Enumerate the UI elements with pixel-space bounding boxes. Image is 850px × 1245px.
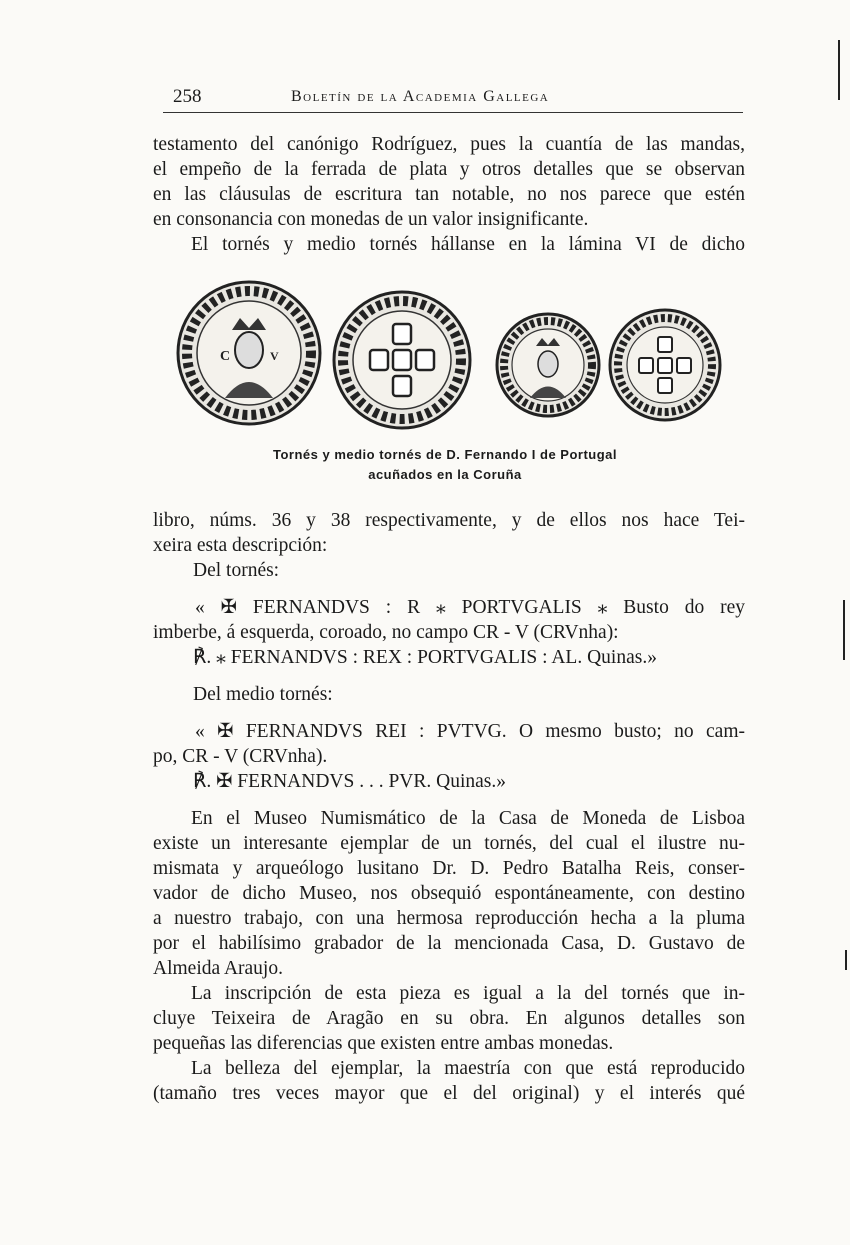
text-line: a nuestro trabajo, con una hermosa reproducción hecha a la pluma bbox=[153, 908, 745, 929]
quote-line: « ✠ FERNANDVS : R ⁎ PORTVGALIS ⁎ Busto do rey bbox=[195, 597, 745, 618]
coin-medio-tornes-reverse bbox=[610, 310, 720, 420]
text-line: mismata y arqueólogo lusitano Dr. D. Pedro Batalha Reis, conser- bbox=[153, 858, 745, 879]
text-line: Del tornés: bbox=[193, 560, 280, 581]
text-line: cluye Teixeira de Aragão en su obra. En algunos detalles son bbox=[153, 1008, 745, 1029]
text-line: La belleza del ejemplar, la maestría con que está reproducido bbox=[191, 1058, 745, 1079]
text-line: testamento del canónigo Rodríguez, pues la cuantía de las mandas, bbox=[153, 134, 745, 155]
page-number: 258 bbox=[173, 86, 202, 107]
text-line: el empeño de la ferrada de plata y otros detalles que se observan bbox=[153, 159, 745, 180]
quote-line: « ✠ FERNANDVS REI : PVTVG. O mesmo busto; no cam- bbox=[195, 721, 745, 742]
text-line: En el Museo Numismático de la Casa de Moneda de Lisboa bbox=[191, 808, 745, 829]
margin-rule bbox=[845, 950, 847, 970]
quote-line: ℟. ⁎ FERNANDVS : REX : PORTVGALIS : AL. Quinas.» bbox=[193, 647, 657, 668]
text-line: (tamaño tres veces mayor que el del original) y el interés qué bbox=[153, 1083, 745, 1104]
coin-tornes-reverse bbox=[334, 292, 470, 428]
figure-caption-line2: acuñados en la Coruña bbox=[368, 467, 522, 482]
coin-figure bbox=[170, 280, 730, 430]
quote-line: po, CR - V (CRVnha). bbox=[153, 746, 328, 767]
text-line: vador de dicho Museo, nos obsequió espontáneamente, con destino bbox=[153, 883, 745, 904]
text-line: libro, núms. 36 y 38 respectivamente, y de ellos nos hace Tei- bbox=[153, 510, 745, 531]
text-block-main bbox=[153, 508, 745, 1106]
text-line: en las cláusulas de escritura tan notable, no nos parece que estén bbox=[153, 184, 745, 205]
text-line: El tornés y medio tornés hállanse en la lámina VI de dicho bbox=[191, 234, 745, 255]
figure-caption: Tornés y medio tornés de D. Fernando I de Portugal bbox=[272, 447, 618, 462]
text-line: en consonancia con monedas de un valor insignificante. bbox=[153, 209, 589, 230]
text-line: Del medio tornés: bbox=[193, 684, 333, 705]
text-block-top bbox=[153, 132, 745, 257]
running-title: Boletín de la Academia Gallega bbox=[291, 88, 550, 105]
margin-rule bbox=[838, 40, 840, 100]
text-line: La inscripción de esta pieza es igual a la del tornés que in- bbox=[191, 983, 745, 1004]
svg-text:V: V bbox=[270, 349, 279, 363]
text-line: por el habilísimo grabador de la mencionada Casa, D. Gustavo de bbox=[153, 933, 745, 954]
text-line: Almeida Araujo. bbox=[153, 958, 283, 979]
margin-rule bbox=[843, 600, 845, 660]
text-line: xeira esta descripción: bbox=[153, 535, 328, 556]
quote-line: ℟. ✠ FERNANDVS . . . PVR. Quinas.» bbox=[193, 771, 506, 792]
coin-tornes-obverse bbox=[178, 282, 320, 424]
text-line: pequeñas las diferencias que existen entre ambas monedas. bbox=[153, 1033, 614, 1054]
quote-line: imberbe, á esquerda, coroado, no campo CR - V (CRVnha): bbox=[153, 622, 619, 643]
coin-medio-tornes-obverse bbox=[497, 314, 599, 416]
svg-text:C: C bbox=[220, 349, 231, 364]
text-line: existe un interesante ejemplar de un tornés, del cual el ilustre nu- bbox=[153, 833, 745, 854]
page-header bbox=[163, 84, 743, 113]
